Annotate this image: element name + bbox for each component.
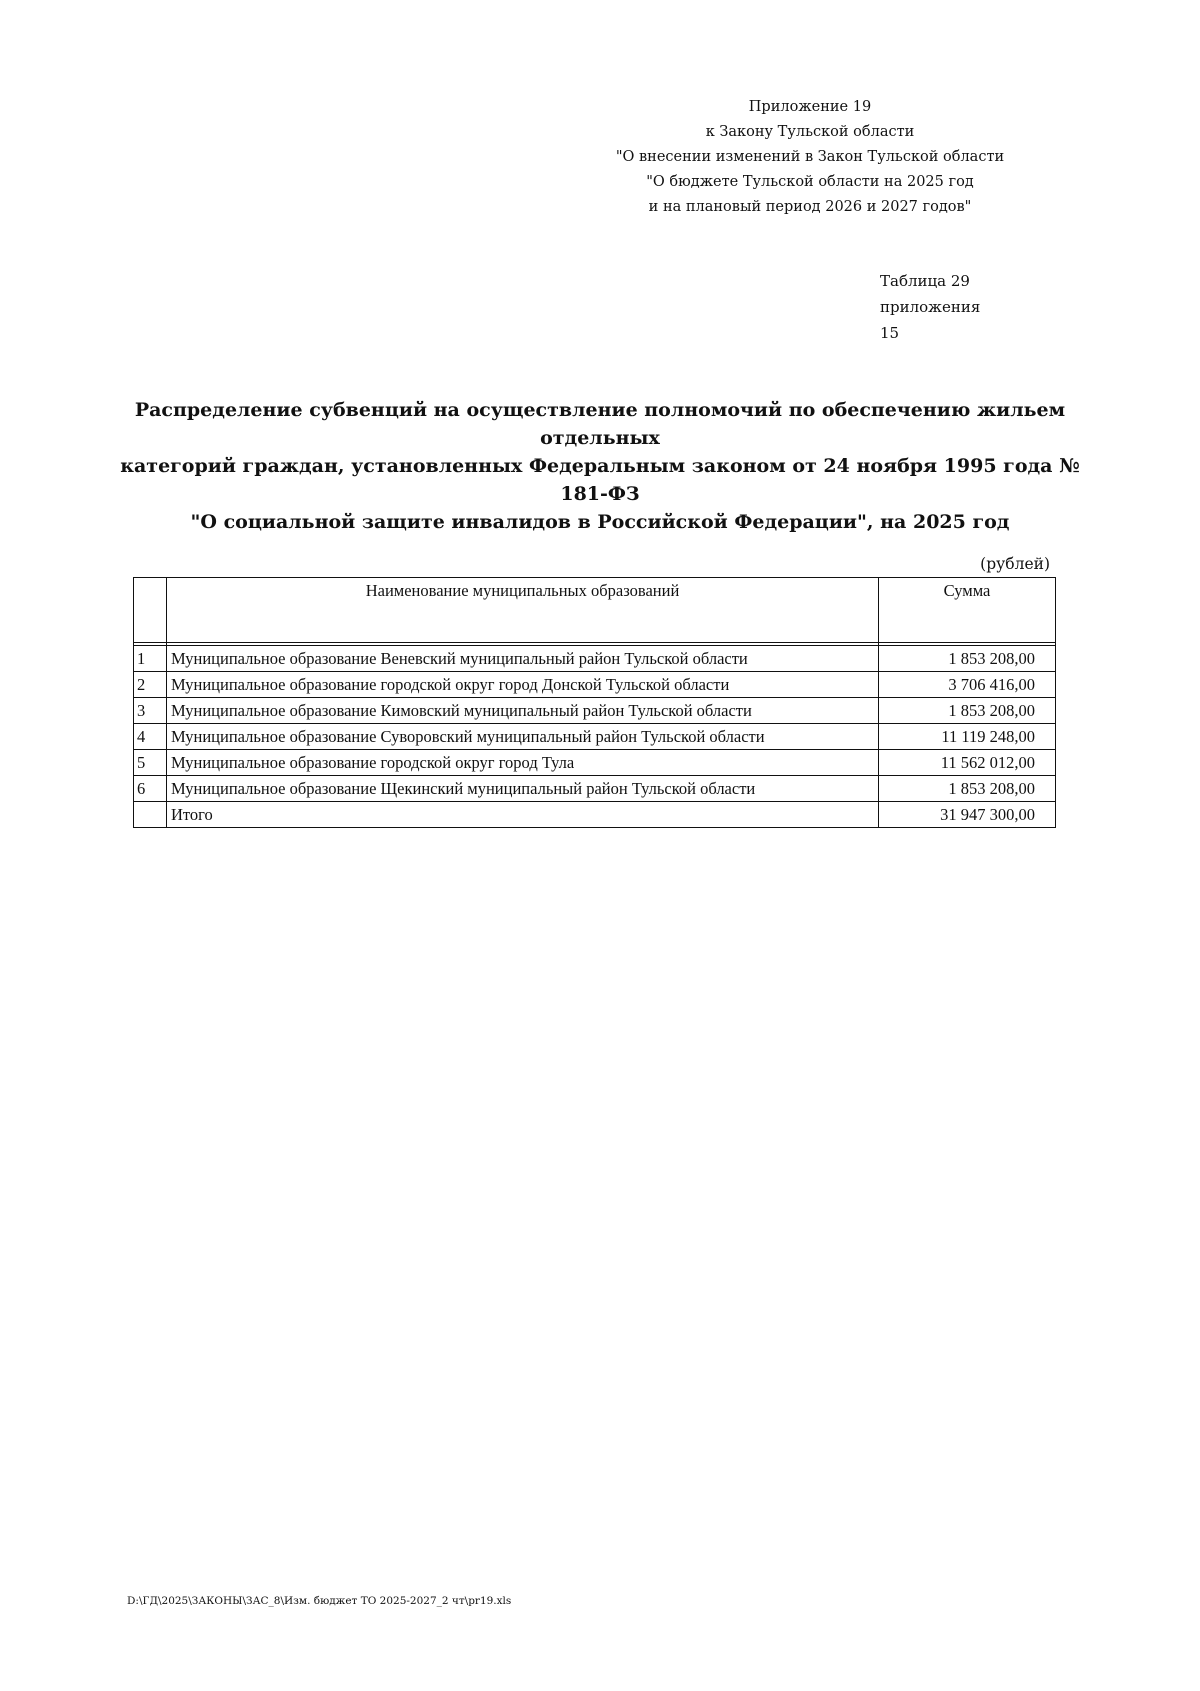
distribution-table: [133, 577, 1056, 828]
row-number: 2: [134, 672, 167, 698]
table-ref-line: приложения 15: [880, 298, 981, 342]
table-row: [134, 750, 1056, 776]
row-amount: 1 853 208,00: [879, 646, 1056, 672]
table-row: [134, 776, 1056, 802]
total-number: [134, 802, 167, 828]
row-name: Муниципальное образование городской округ город Тула: [167, 750, 879, 776]
table-row: [134, 646, 1056, 672]
row-amount: 11 562 012,00: [879, 750, 1056, 776]
annex-line: и на плановый период 2026 и 2027 годов": [648, 199, 972, 215]
unit-label: (рублей): [980, 555, 1050, 573]
title-line: Распределение субвенций на осуществление полномочий по обеспечению жильем отдельных: [134, 399, 1066, 449]
row-name: Муниципальное образование Суворовский муниципальный район Тульской области: [167, 724, 879, 750]
row-amount: 3 706 416,00: [879, 672, 1056, 698]
table-row: [134, 724, 1056, 750]
table-header-row: [134, 578, 1056, 643]
header-number: [134, 578, 167, 643]
annex-line: "О внесении изменений в Закон Тульской области: [615, 149, 1005, 165]
table-reference: [880, 268, 1000, 346]
title-line: категорий граждан, установленных Федеральным законом от 24 ноября 1995 года № 181-ФЗ: [120, 455, 1080, 505]
row-number: 6: [134, 776, 167, 802]
row-amount: 1 853 208,00: [879, 776, 1056, 802]
annex-reference: [560, 95, 1060, 220]
row-number: 4: [134, 724, 167, 750]
row-name: Муниципальное образование Кимовский муниципальный район Тульской области: [167, 698, 879, 724]
row-number: 5: [134, 750, 167, 776]
annex-line: Приложение 19: [748, 99, 872, 115]
total-amount: 31 947 300,00: [879, 802, 1056, 828]
row-name: Муниципальное образование Веневский муниципальный район Тульской области: [167, 646, 879, 672]
table-row: [134, 672, 1056, 698]
file-path-footer: D:\ГД\2025\ЗАКОНЫ\ЗАС_8\Изм. бюджет ТО 2025-2027_2 чт\pr19.xls: [127, 1595, 512, 1607]
row-amount: 11 119 248,00: [879, 724, 1056, 750]
annex-line: "О бюджете Тульской области на 2025 год: [646, 174, 974, 190]
row-number: 1: [134, 646, 167, 672]
row-amount: 1 853 208,00: [879, 698, 1056, 724]
row-name: Муниципальное образование городской округ город Донской Тульской области: [167, 672, 879, 698]
table-total-row: [134, 802, 1056, 828]
header-name: Наименование муниципальных образований: [167, 578, 879, 643]
annex-line: к Закону Тульской области: [705, 124, 915, 140]
total-label: Итого: [167, 802, 879, 828]
title-line: "О социальной защите инвалидов в Российской Федерации", на 2025 год: [190, 511, 1010, 533]
document-title: [100, 396, 1100, 536]
table-row: [134, 698, 1056, 724]
header-amount: Сумма: [879, 578, 1056, 643]
table-ref-line: Таблица 29: [880, 272, 970, 290]
row-name: Муниципальное образование Щекинский муниципальный район Тульской области: [167, 776, 879, 802]
row-number: 3: [134, 698, 167, 724]
